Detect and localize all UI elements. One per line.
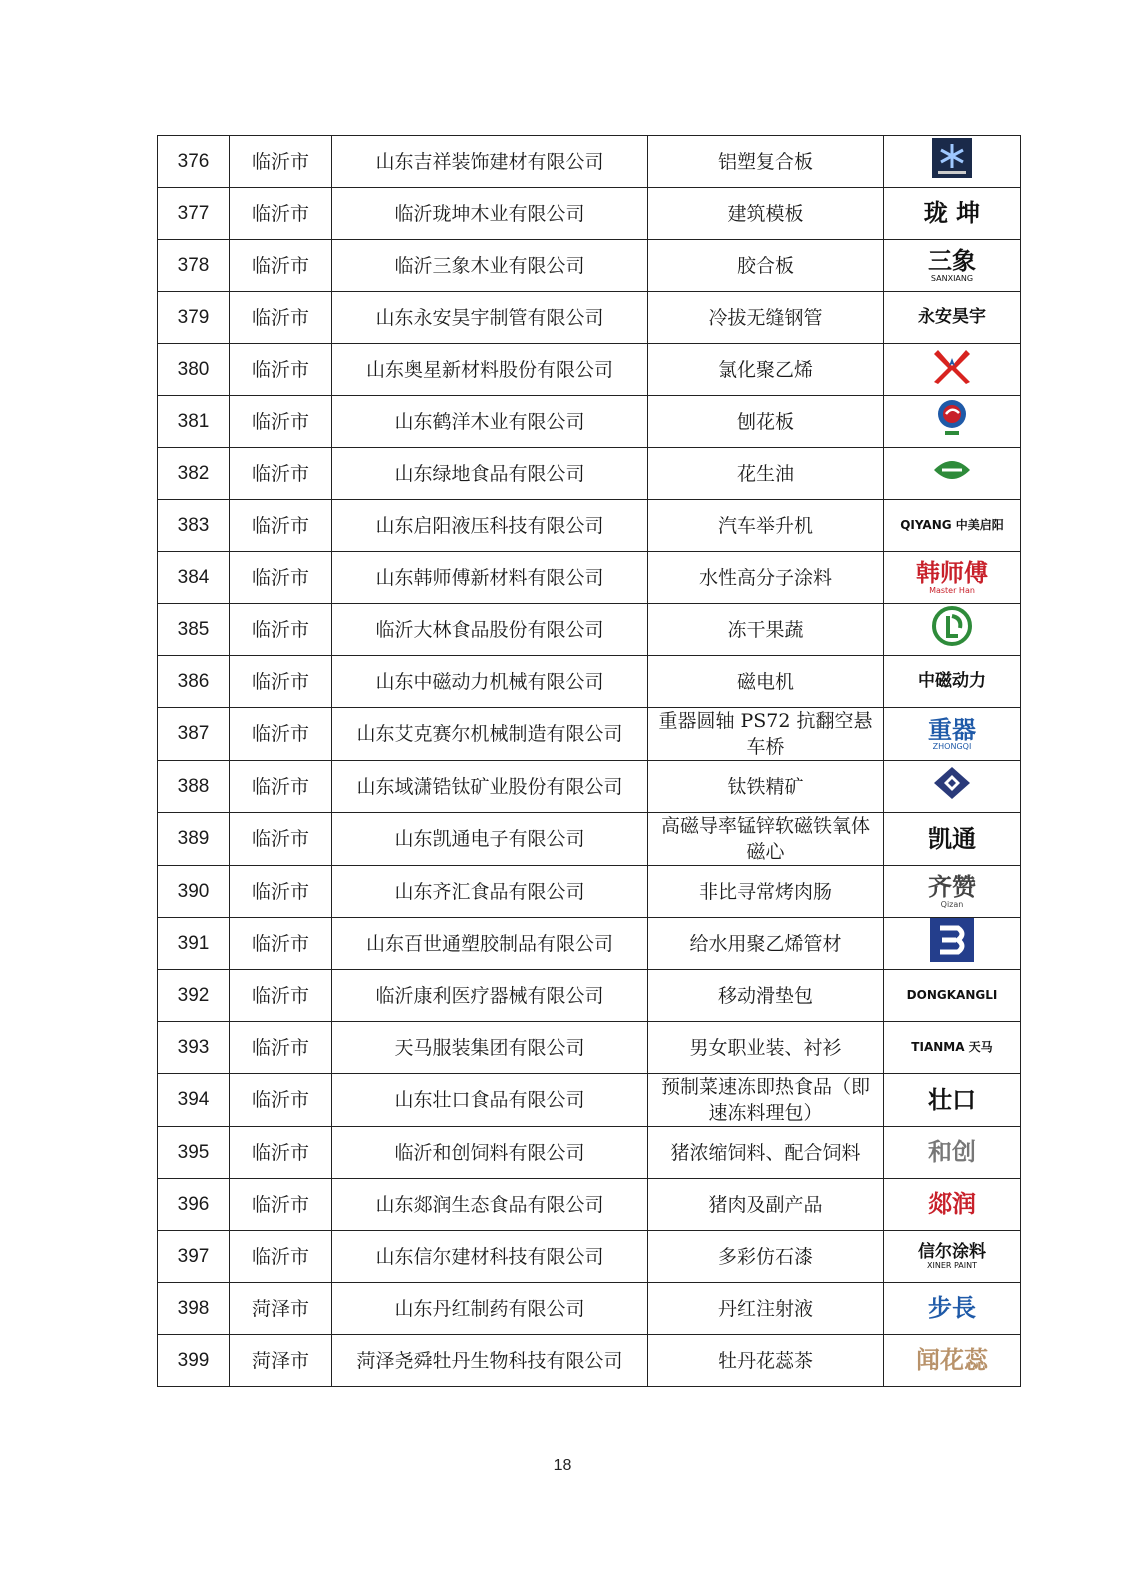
product-name-cell: 预制菜速冻即热食品（即速冻料理包） [648,1074,884,1127]
product-name-cell: 钛铁精矿 [648,761,884,813]
logo-subtext: Master Han [929,585,975,595]
table-row [158,604,1021,656]
company-name-cell: 山东壮口食品有限公司 [332,1074,648,1127]
company-name-cell: 山东绿地食品有限公司 [332,448,648,500]
table-row [158,866,1021,918]
brand-logo-cell [884,136,1021,188]
city-cell: 临沂市 [230,448,332,500]
table-row [158,344,1021,396]
wordmark [928,244,976,288]
row-number-cell: 394 [158,1074,230,1127]
row-number-cell: 383 [158,500,230,552]
brand-logo-cell [884,1179,1021,1231]
logo-wordmark: 重器 [928,715,976,744]
product-name-cell: 丹红注射液 [648,1283,884,1335]
product-name-cell: 多彩仿石漆 [648,1231,884,1283]
product-name-cell: 水性高分子涂料 [648,552,884,604]
dark-badge-logo [928,870,976,914]
product-name-cell: 非比寻常烤肉肠 [648,866,884,918]
row-number-cell: 397 [158,1231,230,1283]
city-cell: 临沂市 [230,396,332,448]
row-number-cell: 395 [158,1127,230,1179]
product-name-cell: 氯化聚乙烯 [648,344,884,396]
product-name-cell: 汽车举升机 [648,500,884,552]
city-cell: 临沂市 [230,552,332,604]
row-number-cell: 392 [158,970,230,1022]
logo-wordmark: 信尔涂料 [918,1242,986,1263]
blue-b-square-logo [928,918,976,962]
brand-logo-cell [884,918,1021,970]
logo-wordmark: 和创 [928,1138,976,1167]
crane-circle-logo [928,396,976,440]
company-name-cell: 山东域潇锆钛矿业股份有限公司 [332,761,648,813]
city-cell: 临沂市 [230,240,332,292]
row-number-cell: 393 [158,1022,230,1074]
logo-subtext: ZHONGQI [932,742,972,752]
row-number-cell: 389 [158,813,230,866]
table-row [158,448,1021,500]
script-wordmark [916,1339,988,1383]
company-name-cell: 菏泽尧舜牡丹生物科技有限公司 [332,1335,648,1387]
table-row [158,292,1021,344]
logo-wordmark: QIYANG 中美启阳 [900,517,1004,532]
city-cell: 临沂市 [230,292,332,344]
company-name-cell: 天马服装集团有限公司 [332,1022,648,1074]
logo-wordmark: 闻花蕊 [916,1346,988,1375]
company-name-cell: 临沂大林食品股份有限公司 [332,604,648,656]
company-name-cell: 山东鹤洋木业有限公司 [332,396,648,448]
calligraphy-wordmark [924,192,980,236]
green-leaf-badge-logo [928,448,976,492]
city-cell: 临沂市 [230,866,332,918]
logo-wordmark: 齐赞 [928,873,976,902]
brand-logo-cell [884,1283,1021,1335]
logo-wordmark: 郯润 [928,1190,976,1219]
enterprise-list-table [157,135,1021,1387]
table-row [158,500,1021,552]
city-cell: 临沂市 [230,500,332,552]
wordmark [918,660,986,704]
table-row [158,1022,1021,1074]
red-wordmark [928,1183,976,1227]
row-number-cell: 398 [158,1283,230,1335]
brand-logo-cell [884,604,1021,656]
gray-calligraphy-wordmark [928,1131,976,1175]
table-row [158,1179,1021,1231]
brand-logo-cell [884,344,1021,396]
brand-logo-cell [884,1335,1021,1387]
logo-subtext: XINER PAINT [927,1260,977,1270]
brand-logo-cell [884,813,1021,866]
company-name-cell: 临沂三象木业有限公司 [332,240,648,292]
city-cell: 临沂市 [230,1074,332,1127]
city-cell: 菏泽市 [230,1283,332,1335]
company-name-cell: 山东信尔建材科技有限公司 [332,1231,648,1283]
row-number-cell: 390 [158,866,230,918]
logo-wordmark: 凯通 [928,824,976,853]
row-number-cell: 391 [158,918,230,970]
wordmark [918,1235,986,1279]
wordmark [900,504,1004,548]
brand-logo-cell [884,761,1021,813]
brand-logo-cell [884,866,1021,918]
logo-wordmark: 珑 坤 [923,199,981,228]
product-name-cell: 磁电机 [648,656,884,708]
product-name-cell: 冷拔无缝钢管 [648,292,884,344]
city-cell: 临沂市 [230,1231,332,1283]
city-cell: 临沂市 [230,1127,332,1179]
row-number-cell: 382 [158,448,230,500]
table-row [158,396,1021,448]
row-number-cell: 377 [158,188,230,240]
company-name-cell: 山东百世通塑胶制品有限公司 [332,918,648,970]
wordmark [907,974,998,1018]
company-name-cell: 山东郯润生态食品有限公司 [332,1179,648,1231]
brand-logo-cell [884,1074,1021,1127]
green-circle-dl-logo [928,604,976,648]
logo-wordmark: DONGKANGLI [906,987,998,1002]
company-name-cell: 山东吉祥装饰建材有限公司 [332,136,648,188]
table-row [158,136,1021,188]
company-name-cell: 山东中磁动力机械有限公司 [332,656,648,708]
city-cell: 临沂市 [230,813,332,866]
table-row [158,1335,1021,1387]
city-cell: 临沂市 [230,604,332,656]
company-name-cell: 临沂和创饲料有限公司 [332,1127,648,1179]
table-row [158,1074,1021,1127]
brand-logo-cell [884,292,1021,344]
table-row [158,552,1021,604]
row-number-cell: 399 [158,1335,230,1387]
table-row [158,1231,1021,1283]
brand-logo-cell [884,1231,1021,1283]
brand-logo-cell [884,1127,1021,1179]
diamond-logo [928,761,976,805]
wordmark [911,1026,992,1070]
brand-logo-cell [884,188,1021,240]
row-number-cell: 381 [158,396,230,448]
product-name-cell: 高磁导率锰锌软磁铁氧体磁心 [648,813,884,866]
row-number-cell: 379 [158,292,230,344]
table-row [158,656,1021,708]
product-name-cell: 男女职业装、衬衫 [648,1022,884,1074]
row-number-cell: 378 [158,240,230,292]
company-name-cell: 山东奥星新材料股份有限公司 [332,344,648,396]
product-name-cell: 建筑模板 [648,188,884,240]
calligraphy-wordmark [918,296,986,340]
logo-wordmark: 永安昊宇 [918,307,986,328]
x-star-logo [928,344,976,388]
product-name-cell: 重器圆轴 PS72 抗翻空悬车桥 [648,708,884,761]
table-row [158,918,1021,970]
city-cell: 临沂市 [230,708,332,761]
product-name-cell: 胶合板 [648,240,884,292]
city-cell: 临沂市 [230,344,332,396]
logo-subtext: SANXIANG [930,273,974,283]
company-name-cell: 山东艾克赛尔机械制造有限公司 [332,708,648,761]
brand-logo-cell [884,552,1021,604]
product-name-cell: 冻干果蔬 [648,604,884,656]
product-name-cell: 铝塑复合板 [648,136,884,188]
logo-wordmark: 中磁动力 [918,671,986,692]
product-name-cell: 刨花板 [648,396,884,448]
brand-logo-cell [884,448,1021,500]
product-name-cell: 移动滑垫包 [648,970,884,1022]
row-number-cell: 384 [158,552,230,604]
table-row [158,240,1021,292]
brand-logo-cell [884,1022,1021,1074]
company-name-cell: 山东凯通电子有限公司 [332,813,648,866]
logo-wordmark: 三象 [928,247,976,276]
logo-wordmark: 韩师傅 [916,559,988,588]
city-cell: 临沂市 [230,1022,332,1074]
company-name-cell: 山东启阳液压科技有限公司 [332,500,648,552]
company-name-cell: 山东齐汇食品有限公司 [332,866,648,918]
table-row [158,970,1021,1022]
table-row [158,813,1021,866]
city-cell: 临沂市 [230,918,332,970]
wordmark [928,817,976,861]
row-number-cell: 386 [158,656,230,708]
red-seal-wordmark [916,556,988,600]
brand-logo-cell [884,656,1021,708]
table-row [158,188,1021,240]
company-name-cell: 山东丹红制药有限公司 [332,1283,648,1335]
product-name-cell: 猪浓缩饲料、配合饲料 [648,1127,884,1179]
row-number-cell: 388 [158,761,230,813]
table-row [158,761,1021,813]
table-row [158,708,1021,761]
table-row [158,1283,1021,1335]
city-cell: 菏泽市 [230,1335,332,1387]
brand-logo-cell [884,240,1021,292]
logo-subtext: Qizan [940,899,964,909]
row-number-cell: 385 [158,604,230,656]
wordmark [928,1078,976,1122]
city-cell: 临沂市 [230,1179,332,1231]
product-name-cell: 花生油 [648,448,884,500]
company-name-cell: 山东永安昊宇制管有限公司 [332,292,648,344]
blue-wordmark [928,1287,976,1331]
snowflake-square-logo [928,136,976,180]
brand-logo-cell [884,708,1021,761]
table-body [158,136,1021,1387]
company-name-cell: 临沂珑坤木业有限公司 [332,188,648,240]
row-number-cell: 387 [158,708,230,761]
logo-wordmark: TIANMA 天马 [911,1039,993,1054]
city-cell: 临沂市 [230,761,332,813]
city-cell: 临沂市 [230,136,332,188]
logo-wordmark: 步長 [928,1294,976,1323]
product-name-cell: 给水用聚乙烯管材 [648,918,884,970]
row-number-cell: 376 [158,136,230,188]
product-name-cell: 猪肉及副产品 [648,1179,884,1231]
table-row [158,1127,1021,1179]
brand-logo-cell [884,500,1021,552]
brand-logo-cell [884,970,1021,1022]
city-cell: 临沂市 [230,656,332,708]
brand-logo-cell [884,396,1021,448]
logo-wordmark: 壮口 [928,1085,976,1114]
company-name-cell: 临沂康利医疗器械有限公司 [332,970,648,1022]
wordmark [928,712,976,756]
product-name-cell: 牡丹花蕊茶 [648,1335,884,1387]
company-name-cell: 山东韩师傅新材料有限公司 [332,552,648,604]
page-number: 18 [553,1457,572,1474]
row-number-cell: 396 [158,1179,230,1231]
city-cell: 临沂市 [230,188,332,240]
city-cell: 临沂市 [230,970,332,1022]
row-number-cell: 380 [158,344,230,396]
